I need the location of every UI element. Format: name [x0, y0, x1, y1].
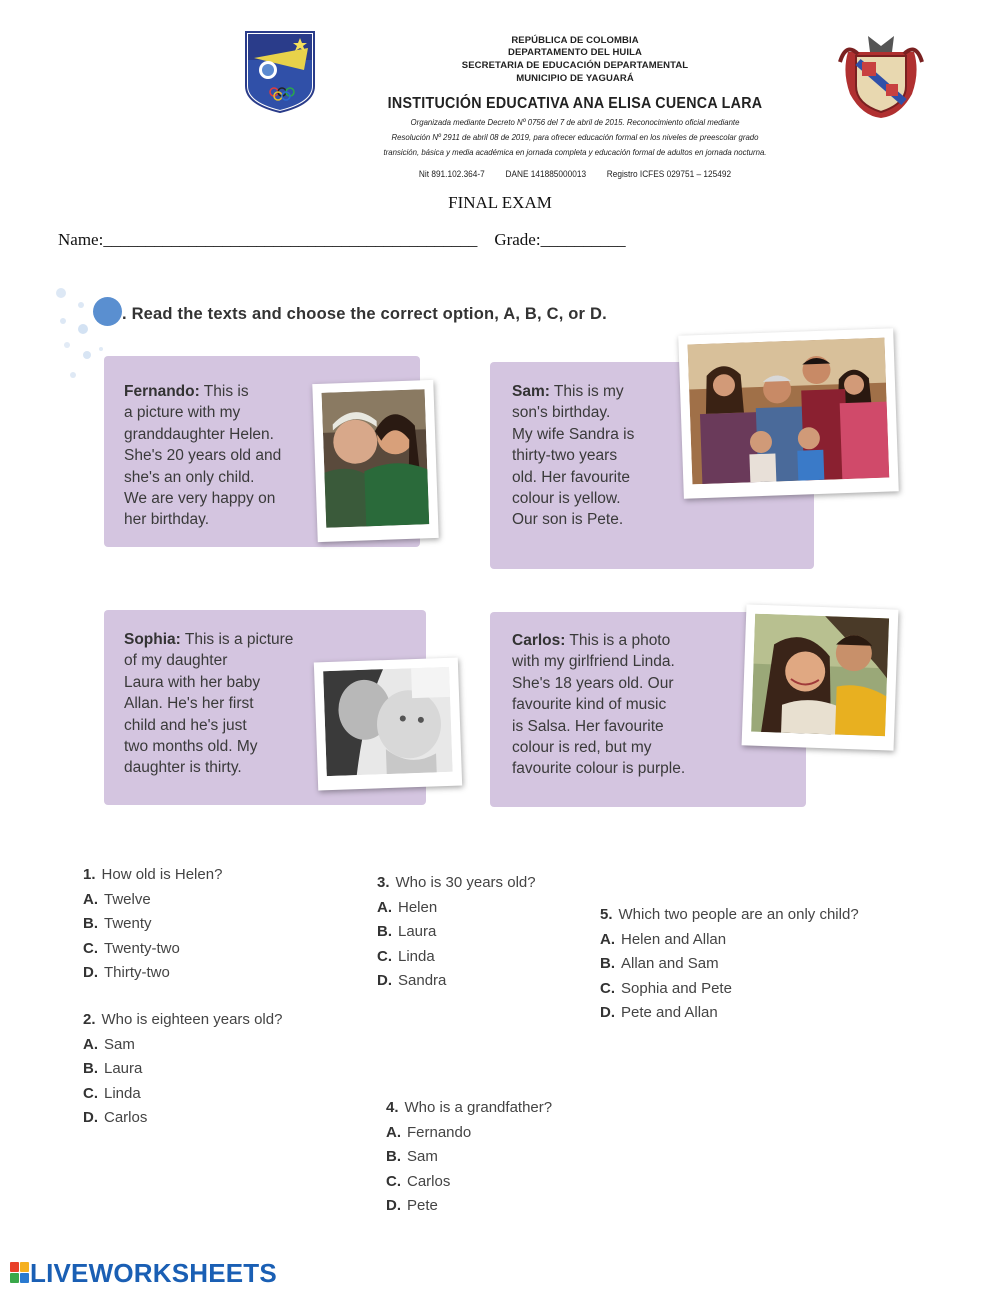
- question-2-option-b[interactable]: [83, 1057, 282, 1082]
- question-3-option-d[interactable]: [377, 969, 536, 994]
- card-sophia-text: [124, 629, 293, 779]
- instruction-bullet: [93, 297, 122, 326]
- family-birthday-photo: [688, 338, 890, 485]
- option-letter: A.: [600, 930, 615, 948]
- question-2-text: Who is eighteen years old?: [101, 1011, 283, 1028]
- question-2-number: 2.: [83, 1011, 96, 1028]
- option-text: Helen and Allan: [621, 930, 727, 948]
- question-5-text: Which two people are an only child?: [618, 906, 859, 923]
- option-text: Pete: [407, 1197, 438, 1215]
- grade-field[interactable]: Grade:__________: [494, 230, 626, 249]
- question-4: [386, 1096, 552, 1219]
- option-text: Laura: [398, 923, 437, 941]
- dane-number: DANE 141885000013: [505, 169, 587, 179]
- question-2-option-a[interactable]: [83, 1033, 282, 1058]
- question-4-prompt: [386, 1096, 552, 1121]
- coat-of-arms-logo: [838, 32, 924, 120]
- card-fernando-body: This is a picture with my granddaughter Helen. She's 20 years old and she's an only child. We are very happy on her birthday.: [124, 383, 282, 529]
- option-letter: A.: [377, 898, 392, 916]
- option-text: Twenty: [104, 915, 152, 933]
- header-secretariat: SECRETARIA DE EDUCACIÓN DEPARTAMENTAL: [461, 60, 689, 71]
- photo-couple: [742, 604, 899, 750]
- nit-number: Nit 891.102.364-7: [418, 169, 485, 179]
- card-fernando-text: [124, 381, 281, 531]
- header-ids: [340, 169, 809, 179]
- question-4-option-a[interactable]: [386, 1121, 552, 1146]
- icfes-registry: Registro ICFES 029751 – 125492: [606, 169, 732, 179]
- question-1-option-a[interactable]: [83, 888, 222, 913]
- option-text: Linda: [398, 947, 435, 965]
- card-sophia-speaker: Sophia:: [124, 631, 181, 648]
- header-decree-line-3: transición, básica y media académica en jornada completa y educación formal de adultos en jornada nocturna.: [383, 147, 767, 157]
- question-3-text: Who is 30 years old?: [395, 874, 536, 891]
- mother-baby-photo: [323, 667, 453, 776]
- school-shield-logo: [244, 30, 316, 114]
- question-2-prompt: [83, 1008, 282, 1033]
- option-text: Twenty-two: [104, 939, 180, 957]
- institution-name: INSTITUCIÓN EDUCATIVA ANA ELISA CUENCA LARA: [387, 95, 763, 112]
- question-3-prompt: [377, 871, 536, 896]
- question-4-text: Who is a grandfather?: [404, 1099, 553, 1116]
- question-5: [600, 903, 859, 1026]
- question-1-text: How old is Helen?: [101, 866, 223, 883]
- option-letter: B.: [83, 1060, 98, 1078]
- option-text: Sophia and Pete: [621, 979, 732, 997]
- instruction-text: . Read the texts and choose the correct option, A, B, C, or D.: [122, 305, 607, 323]
- question-1-option-b[interactable]: [83, 912, 222, 937]
- option-letter: D.: [386, 1197, 401, 1215]
- option-letter: C.: [377, 947, 392, 965]
- option-letter: A.: [83, 1035, 98, 1053]
- header-decree-line-2: Resolución Nº 2911 de abril 08 de 2019, para ofrecer educación formal en los niveles de preescolar grado: [391, 132, 759, 142]
- card-sam-body: This is my son's birthday. My wife Sandra is thirty-two years old. Her favourite colour is yellow. Our son is Pete.: [512, 383, 635, 529]
- question-1-number: 1.: [83, 866, 96, 883]
- question-1-option-c[interactable]: [83, 937, 222, 962]
- option-text: Laura: [104, 1060, 143, 1078]
- option-text: Fernando: [407, 1123, 472, 1141]
- header-municipality: MUNICIPIO DE YAGUARÁ: [516, 73, 634, 84]
- card-sam-text: [512, 381, 634, 531]
- question-2-option-c[interactable]: [83, 1082, 282, 1107]
- card-fernando-speaker: Fernando:: [124, 383, 200, 400]
- photo-mother-baby: [314, 658, 462, 791]
- question-1: [83, 863, 222, 986]
- question-3-option-a[interactable]: [377, 896, 536, 921]
- option-text: Linda: [104, 1084, 141, 1102]
- question-3: [377, 871, 536, 994]
- header-decree-line-1: Organizada mediante Decreto Nº 0756 del 7 de abril de 2015. Reconocimiento oficial mediante: [410, 117, 740, 127]
- question-4-number: 4.: [386, 1099, 399, 1116]
- option-text: Twelve: [104, 890, 151, 908]
- option-letter: C.: [83, 1084, 98, 1102]
- question-5-option-d[interactable]: [600, 1001, 859, 1026]
- option-letter: C.: [83, 939, 98, 957]
- question-2: [83, 1008, 282, 1131]
- card-carlos-speaker: Carlos:: [512, 632, 566, 649]
- option-text: Carlos: [407, 1172, 451, 1190]
- option-letter: B.: [600, 955, 615, 973]
- question-5-number: 5.: [600, 906, 613, 923]
- card-sam-speaker: Sam:: [512, 383, 550, 400]
- question-3-option-b[interactable]: [377, 920, 536, 945]
- question-4-option-c[interactable]: [386, 1170, 552, 1195]
- name-field[interactable]: Name:____________________________________________: [58, 230, 478, 249]
- question-1-option-d[interactable]: [83, 961, 222, 986]
- option-letter: D.: [600, 1004, 615, 1022]
- option-text: Sandra: [398, 972, 447, 990]
- question-5-option-c[interactable]: [600, 977, 859, 1002]
- option-letter: A.: [83, 890, 98, 908]
- card-sophia-body: This is a picture of my daughter Laura with her baby Allan. He's her first child and he's just two months old. My daughter is thirty.: [124, 631, 294, 777]
- question-5-option-a[interactable]: [600, 928, 859, 953]
- option-letter: D.: [83, 1109, 98, 1127]
- question-1-prompt: [83, 863, 222, 888]
- grandfather-granddaughter-photo: [322, 389, 430, 528]
- liveworksheets-brand[interactable]: LIVEWORKSHEETS: [30, 1258, 277, 1288]
- option-text: Sam: [104, 1035, 135, 1053]
- name-grade-line: [58, 230, 626, 250]
- question-4-option-b[interactable]: [386, 1145, 552, 1170]
- card-carlos-text: [512, 630, 685, 780]
- liveworksheets-logo-icon: [10, 1262, 30, 1284]
- option-letter: C.: [600, 979, 615, 997]
- question-5-option-b[interactable]: [600, 952, 859, 977]
- header-country: REPÚBLICA DE COLOMBIA: [511, 35, 639, 46]
- card-carlos-body: This is a photo with my girlfriend Linda. She's 18 years old. Our favourite kind of music is Salsa. Her favourite colour is red, but my favourite colour is purple.: [512, 632, 686, 778]
- option-letter: A.: [386, 1123, 401, 1141]
- option-letter: B.: [83, 915, 98, 933]
- question-2-option-d[interactable]: [83, 1106, 282, 1131]
- question-3-option-c[interactable]: [377, 945, 536, 970]
- question-4-option-d[interactable]: [386, 1194, 552, 1219]
- couple-photo: [751, 614, 889, 737]
- photo-family-birthday: [678, 328, 899, 498]
- exam-title: FINAL EXAM: [448, 193, 552, 212]
- option-text: Pete and Allan: [621, 1004, 718, 1022]
- question-5-prompt: [600, 903, 859, 928]
- option-text: Carlos: [104, 1109, 148, 1127]
- option-letter: D.: [377, 972, 392, 990]
- option-letter: B.: [386, 1148, 401, 1166]
- option-text: Allan and Sam: [621, 955, 719, 973]
- option-text: Sam: [407, 1148, 438, 1166]
- header-department: DEPARTAMENTO DEL HUILA: [508, 47, 642, 58]
- photo-grandfather-granddaughter: [312, 380, 438, 542]
- question-3-number: 3.: [377, 874, 390, 891]
- option-letter: B.: [377, 923, 392, 941]
- option-letter: D.: [83, 964, 98, 982]
- option-letter: C.: [386, 1172, 401, 1190]
- option-text: Thirty-two: [104, 964, 170, 982]
- option-text: Helen: [398, 898, 438, 916]
